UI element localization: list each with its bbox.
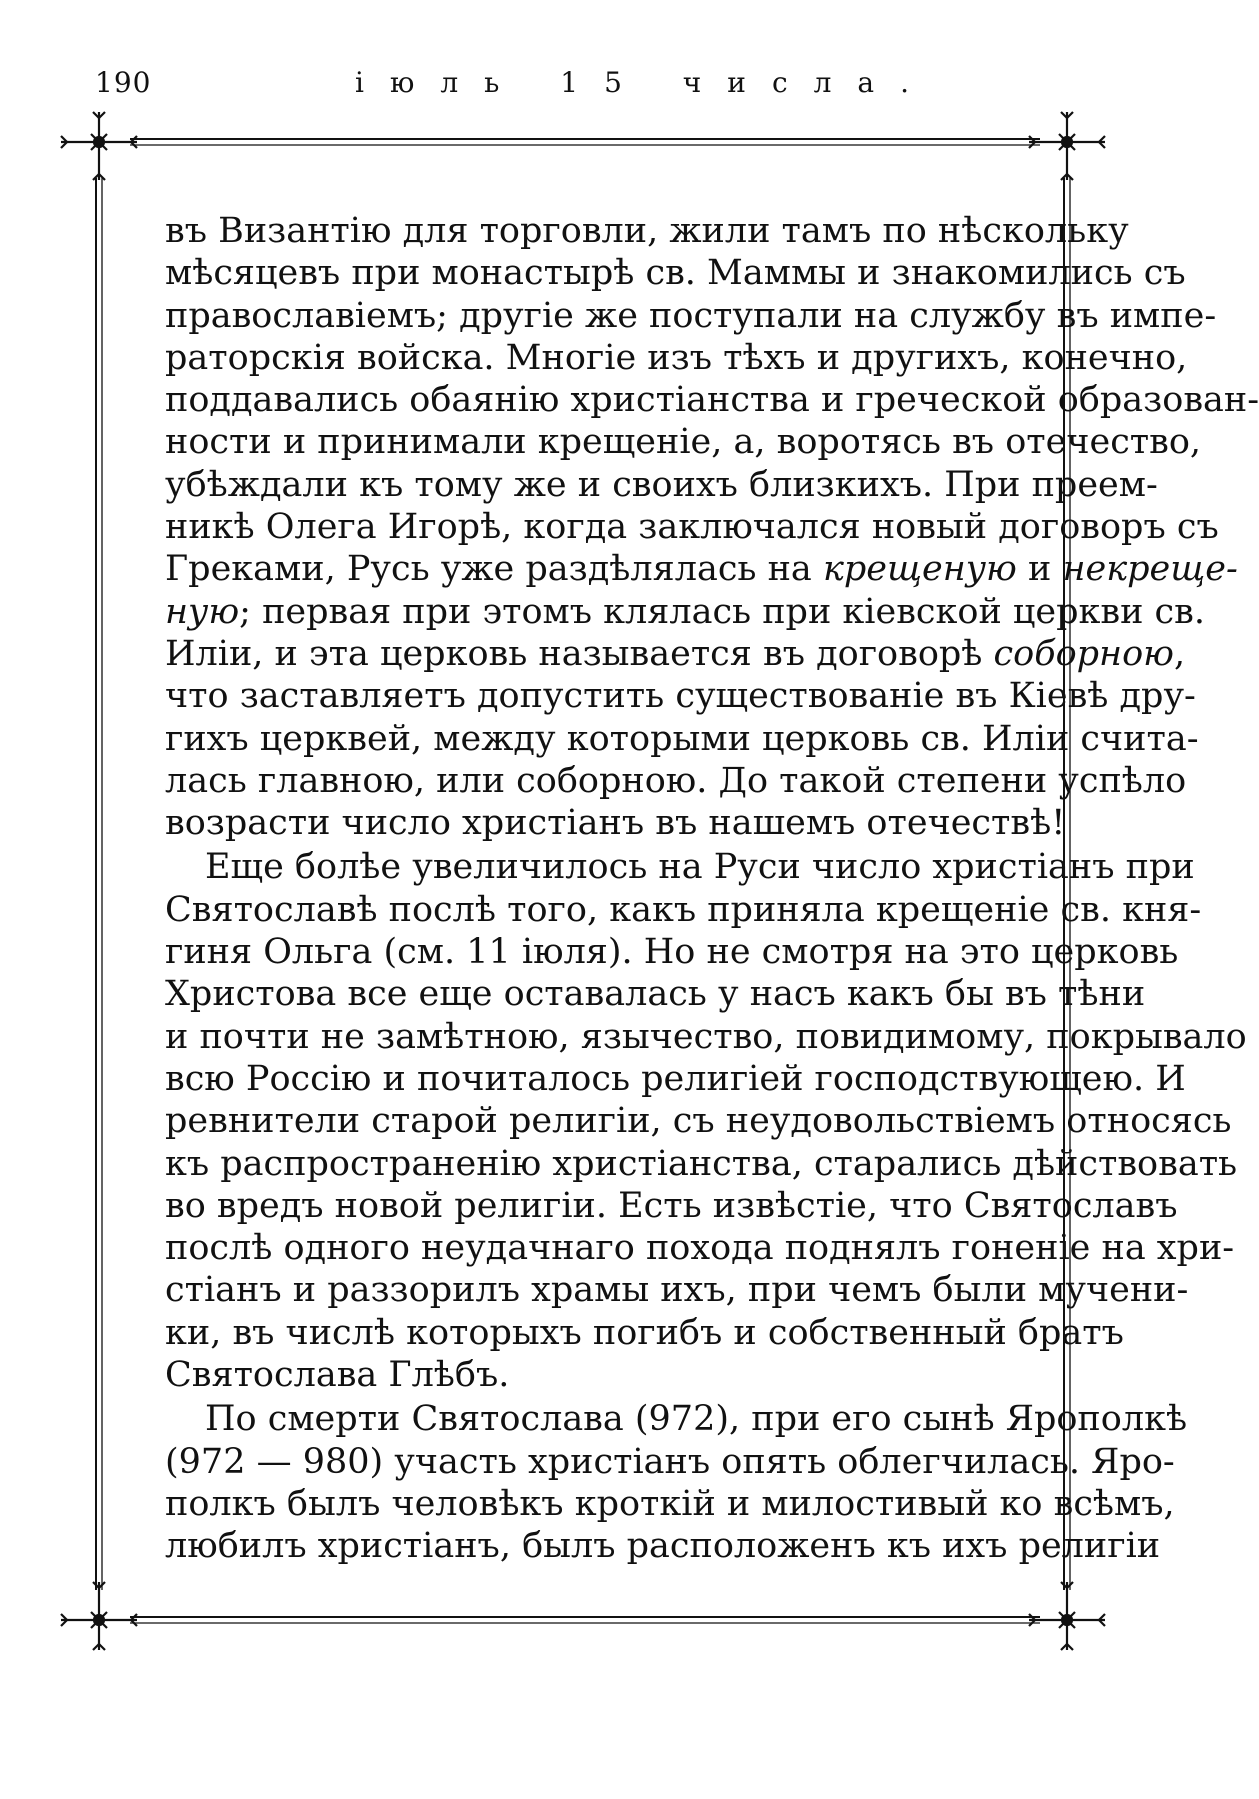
text-line: ности и принимали крещеніе, а, воротясь въ отечество, <box>165 422 1202 463</box>
text-line: поддавались обаянію христіанства и греческой образован- <box>165 380 1259 421</box>
text-line <box>165 633 1186 675</box>
text-line: возрасти число христіанъ въ нашемъ отечествѣ! <box>165 803 1066 844</box>
text-line: всю Россію и почиталось религіей господствующею. И <box>165 1058 1186 1099</box>
text-line: По смерти Святослава (972), при его сынѣ Ярополкѣ <box>205 1399 1188 1440</box>
text-line: гихъ церквей, между которыми церковь св. Иліи счита- <box>165 718 1199 759</box>
paragraph <box>165 210 1259 844</box>
text-run: Греками, Русь уже раздѣлялась на <box>165 549 823 590</box>
corner-ornament-icon <box>1029 112 1105 180</box>
text-line: въ Византію для торговли, жили тамъ по нѣскольку <box>165 211 1129 251</box>
italic-term: крещеную <box>822 549 1017 590</box>
corner-ornament-icon <box>1029 1582 1105 1650</box>
running-title: іюль 15 числа. <box>355 66 936 99</box>
italic-term: соборною <box>993 633 1174 674</box>
text-line: что заставляетъ допустить существованіе въ Кіевѣ дру- <box>165 676 1196 717</box>
text-line: мѣсяцевъ при монастырѣ св. Маммы и знакомились съ <box>165 253 1186 294</box>
italic-term: ную <box>165 591 240 632</box>
text-line: и почти не замѣтною, язычество, повидимому, покрывало <box>165 1016 1247 1057</box>
text-line: православіемъ; другіе же поступали на службу въ импе- <box>165 295 1217 336</box>
paragraph <box>165 846 1247 1396</box>
text-line: (972 — 980) участь христіанъ опять облегчилась. Яро- <box>165 1441 1175 1482</box>
text-line: ки, въ числѣ которыхъ погибъ и собственный братъ <box>165 1312 1124 1353</box>
text-line: Святослава Глѣбъ. <box>165 1355 510 1396</box>
text-line: гиня Ольга (см. 11 іюля). Но не смотря на это церковь <box>165 932 1179 973</box>
text-run: и <box>1016 549 1063 590</box>
text-line <box>165 548 1238 590</box>
text-line: любилъ христіанъ, былъ расположенъ къ ихъ религіи <box>165 1526 1161 1567</box>
text-line: раторскія войска. Многіе изъ тѣхъ и другихъ, конечно, <box>165 337 1188 378</box>
page-text <box>165 210 1259 1568</box>
text-line: стіанъ и раззорилъ храмы ихъ, при чемъ были мучени- <box>165 1270 1189 1311</box>
text-line: убѣждали къ тому же и своихъ близкихъ. При преем- <box>165 464 1158 505</box>
text-run: ; первая при этомъ клялась при кіевской церкви св. <box>239 591 1205 632</box>
text-line <box>165 591 1205 633</box>
text-line: лась главною, или соборною. До такой степени успѣло <box>165 760 1187 801</box>
text-line: полкъ былъ человѣкъ кроткій и милостивый ко всѣмъ, <box>165 1483 1175 1524</box>
text-line: послѣ одного неудачнаго похода поднялъ гоненіе на хри- <box>165 1228 1235 1269</box>
text-line: Святославѣ послѣ того, какъ приняла крещеніе св. кня- <box>165 889 1202 930</box>
text-run: Иліи, и эта церковь называется въ договорѣ <box>165 633 994 674</box>
text-line: Еще болѣе увеличилось на Руси число христіанъ при <box>205 847 1195 888</box>
text-line: къ распространенію христіанства, старались дѣйствовать <box>165 1143 1238 1184</box>
text-run: , <box>1174 633 1186 674</box>
page-number: 190 <box>95 66 152 99</box>
text-line: ревнители старой религіи, съ неудовольствіемъ относясь <box>165 1101 1232 1142</box>
text-line: Христова все еще оставалась у насъ какъ бы въ тѣни <box>165 974 1146 1015</box>
paragraph <box>165 1398 1188 1567</box>
text-line: никѣ Олега Игорѣ, когда заключался новый договоръ съ <box>165 507 1219 548</box>
italic-term: некреще- <box>1062 549 1238 590</box>
corner-ornament-icon <box>61 1582 137 1650</box>
corner-ornament-icon <box>61 112 137 180</box>
text-line: во вредъ новой религіи. Есть извѣстіе, что Святославъ <box>165 1185 1178 1226</box>
